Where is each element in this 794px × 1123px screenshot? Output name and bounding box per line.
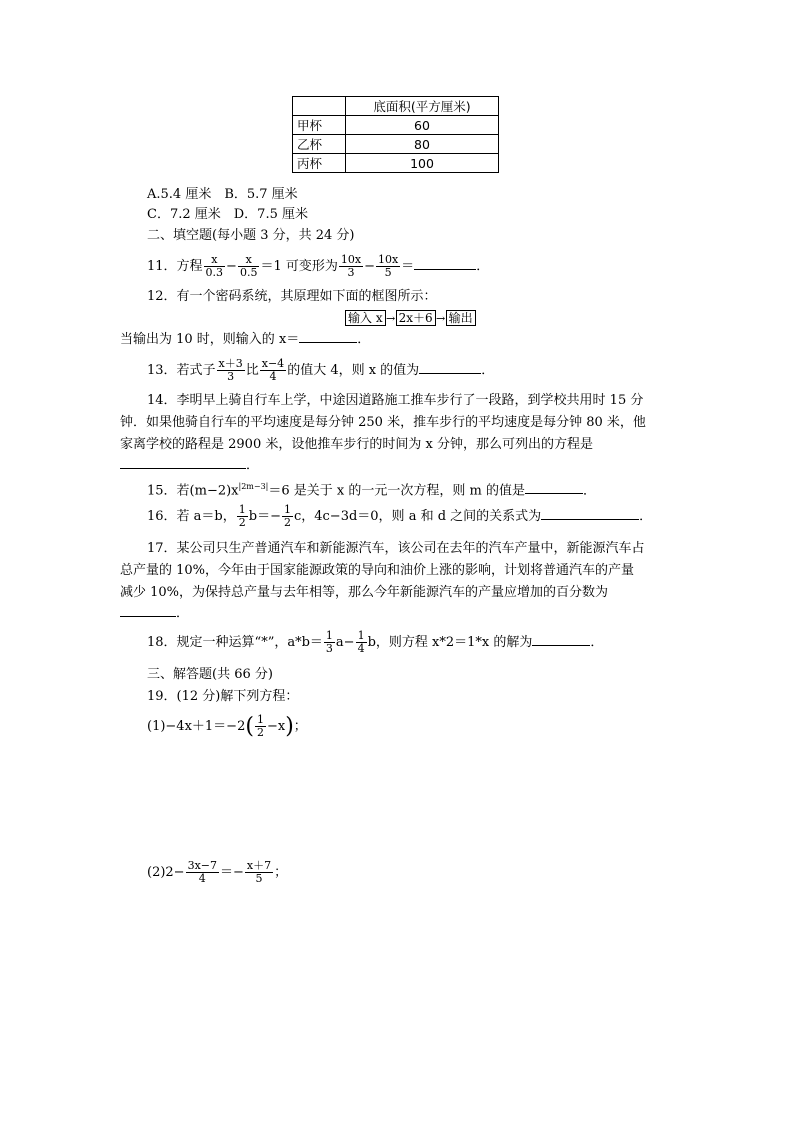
flow-box-output: 输出 — [446, 310, 476, 326]
q18-prefix: 18．规定一种运算“*”，a*b＝ — [147, 635, 323, 650]
q11-prefix: 11．方程 — [147, 259, 203, 274]
question-17-line-4 — [120, 604, 189, 623]
question-17-line-3: 减少 10%，为保持总产量与去年相等，那么今年新能源汽车的产量应增加的百分数为 — [120, 585, 609, 600]
denominator: 2 — [238, 516, 246, 529]
numerator: x＋3 — [218, 357, 243, 370]
fraction — [339, 254, 363, 279]
punctuation: ． — [481, 363, 495, 378]
denominator: 4 — [198, 872, 206, 885]
operator: ＝ — [401, 259, 415, 274]
table-header-cell: 底面积(平方厘米) — [346, 97, 499, 116]
answer-blank[interactable] — [419, 361, 481, 374]
numerator: 1 — [238, 503, 246, 516]
question-14-line-3: 家离学校的路程是 2900 米，设他推车步行的时间为 x 分钟，那么可列出的方程是 — [120, 437, 593, 452]
option-line-1: A.5.4 厘米 B．5.7 厘米 — [147, 187, 298, 202]
fraction — [238, 254, 260, 279]
table-cell: 甲杯 — [293, 116, 346, 135]
denominator: 0.5 — [239, 266, 258, 279]
q11-text: ＝1 可变形为 — [260, 259, 338, 274]
question-17-line-2: 总产量的 10%，今年由于国家能源政策的导向和油价上涨的影响，计划将普通汽车的产量 — [120, 563, 635, 578]
question-17-line-1: 17．某公司只生产普通汽车和新能源汽车，该公司在去年的汽车产量中，新能源汽车占 — [147, 541, 645, 556]
denominator: 0.3 — [205, 266, 224, 279]
table-row — [293, 154, 499, 173]
numerator: 10x — [377, 253, 399, 266]
denominator: 4 — [269, 370, 277, 383]
operator: − — [364, 259, 375, 274]
fraction — [356, 630, 367, 655]
section-2-heading: 二、填空题(每小题 3 分，共 24 分) — [147, 228, 355, 243]
fraction — [204, 254, 226, 279]
numerator: 1 — [283, 503, 291, 516]
fraction — [324, 630, 335, 655]
punctuation: ． — [246, 458, 260, 473]
q13-text: 的值大 4，则 x 的值为 — [287, 363, 420, 378]
fraction — [376, 254, 400, 279]
table-cell: 丙杯 — [293, 154, 346, 173]
table-cell: 60 — [346, 116, 499, 135]
punctuation: ； — [274, 865, 288, 880]
question-13 — [147, 356, 494, 386]
question-15 — [147, 478, 596, 500]
table-cell: 100 — [346, 154, 499, 173]
q15-prefix: 15．若(m−2)x — [147, 483, 239, 499]
numerator: 3x−7 — [187, 859, 217, 872]
flow-box-input: 输入 x — [345, 310, 386, 326]
denominator: 5 — [384, 266, 392, 279]
arrow-right-icon: → — [436, 312, 446, 325]
answer-blank[interactable] — [299, 330, 357, 343]
numerator: 1 — [325, 629, 333, 642]
question-14-line-4 — [120, 456, 259, 475]
denominator: 2 — [283, 516, 291, 529]
q19-p2-text: ＝− — [220, 865, 244, 880]
table-row — [293, 97, 499, 116]
table-cell: 乙杯 — [293, 135, 346, 154]
exponent: |2m−3| — [238, 482, 269, 491]
table-header-cell — [293, 97, 346, 116]
q15-text: ＝6 是关于 x 的一元一次方程，则 m 的值是 — [268, 483, 525, 499]
denominator: 4 — [357, 642, 365, 655]
numerator: x — [238, 254, 260, 267]
question-14-line-2: 钟．如果他骑自行车的平均速度是每分钟 250 米，推车步行的平均速度是每分钟 80 米，他 — [120, 415, 646, 430]
question-11 — [147, 252, 489, 282]
q16-prefix: 16．若 a＝b， — [147, 509, 236, 524]
answer-blank[interactable] — [120, 456, 246, 469]
numerator: x＋7 — [246, 859, 272, 872]
question-19-title: 19．(12 分)解下列方程： — [147, 689, 299, 704]
answer-blank[interactable] — [414, 257, 476, 270]
q12-text: 当输出为 10 时，则输入的 x＝ — [120, 332, 300, 347]
flow-diagram — [345, 309, 476, 328]
flow-box-process: 2x＋6 — [396, 310, 436, 326]
numerator: 10x — [340, 253, 362, 266]
denominator: 2 — [256, 726, 264, 739]
fraction — [255, 714, 266, 739]
answer-blank[interactable] — [541, 507, 639, 520]
punctuation: ． — [590, 635, 604, 650]
section-3-heading: 三、解答题(共 66 分) — [147, 667, 273, 682]
paren-left-icon: ( — [245, 713, 254, 739]
cup-table — [292, 96, 499, 173]
q19-p2-text: (2)2− — [147, 865, 185, 880]
denominator: 5 — [255, 872, 263, 885]
paren-right-icon: ) — [285, 713, 294, 739]
operator: − — [226, 259, 237, 274]
q19-p1-text: −x — [266, 719, 286, 734]
denominator: 3 — [347, 266, 355, 279]
question-19-part-1 — [147, 712, 307, 742]
question-19-part-2 — [147, 858, 287, 888]
table-row — [293, 135, 499, 154]
q18-text: a− — [335, 635, 355, 650]
table-row — [293, 116, 499, 135]
q19-p1-text: (1)−4x＋1＝−2 — [147, 719, 246, 734]
fraction — [186, 860, 219, 885]
table-cell: 80 — [346, 135, 499, 154]
punctuation: ． — [582, 483, 596, 499]
numerator: 1 — [256, 713, 264, 726]
question-18 — [147, 628, 603, 658]
numerator: x−4 — [261, 357, 285, 370]
numerator: 1 — [357, 629, 365, 642]
fraction — [282, 504, 293, 529]
denominator: 3 — [227, 370, 235, 383]
denominator: 3 — [325, 642, 333, 655]
answer-blank[interactable] — [532, 633, 590, 646]
q13-prefix: 13．若式子 — [147, 363, 216, 378]
question-16 — [147, 502, 652, 532]
punctuation: ． — [476, 259, 490, 274]
question-14-line-1: 14．李明早上骑自行车上学，中途因道路施工推车步行了一段路，到学校共用时 15 分 — [147, 393, 644, 408]
arrow-right-icon: → — [385, 312, 396, 325]
q13-text: 比 — [245, 363, 259, 378]
question-12-line-2 — [120, 330, 370, 349]
fraction — [237, 504, 248, 529]
numerator: x — [204, 254, 226, 267]
punctuation: ． — [357, 332, 371, 347]
q16-text: c，4c−3d＝0，则 a 和 d 之间的关系式为 — [293, 509, 542, 524]
q16-text: b＝− — [248, 509, 281, 524]
fraction — [260, 358, 286, 383]
q18-text: b，则方程 x*2＝1*x 的解为 — [367, 635, 533, 650]
question-12: 12．有一个密码系统，其原理如下面的框图所示： — [147, 289, 437, 304]
answer-blank[interactable] — [120, 604, 176, 617]
punctuation: ． — [176, 606, 190, 621]
punctuation: ； — [293, 719, 307, 734]
answer-blank[interactable] — [525, 481, 583, 494]
option-line-2: C．7.2 厘米 D．7.5 厘米 — [147, 207, 308, 222]
fraction — [217, 358, 245, 383]
fraction — [245, 860, 273, 885]
punctuation: ． — [639, 509, 653, 524]
